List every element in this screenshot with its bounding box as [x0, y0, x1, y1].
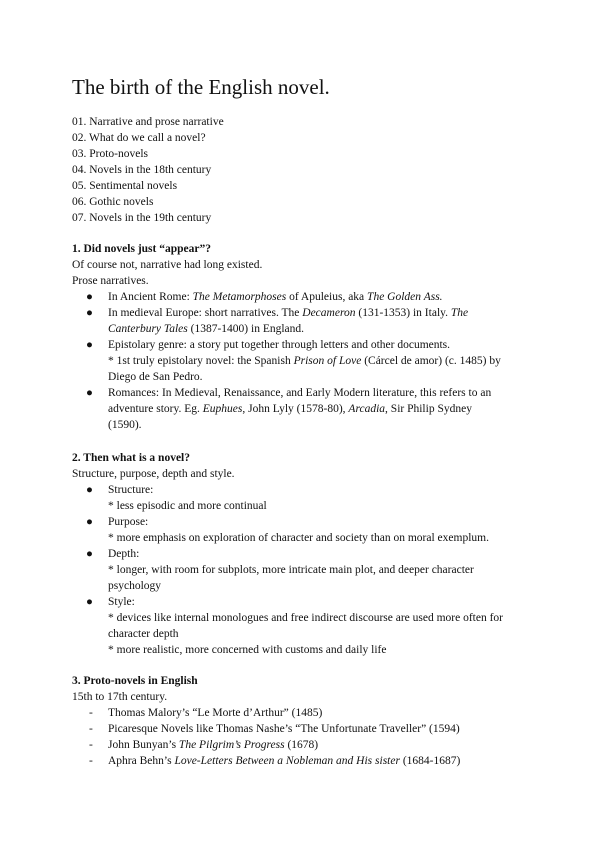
bullet-icon: ●	[86, 387, 93, 399]
bullet-icon: ●	[86, 307, 93, 319]
bullet-icon: ●	[86, 484, 93, 496]
item-note: * longer, with room for subplots, more intricate main plot, and deeper character	[108, 564, 474, 576]
table-of-contents	[72, 114, 224, 226]
text: John Bunyan’s	[108, 739, 179, 751]
text: , John Lyly (1578-80),	[242, 403, 349, 415]
bullet-icon: ●	[86, 548, 93, 560]
toc-item: 07. Novels in the 19th century	[72, 212, 212, 224]
section-1	[72, 241, 532, 433]
bullet-icon: ●	[86, 596, 93, 608]
toc-item: 01. Narrative and prose narrative	[72, 116, 224, 128]
toc-item: 06. Gothic novels	[72, 196, 154, 208]
list-item	[72, 482, 532, 514]
list-item	[72, 305, 532, 337]
text: adventure story. Eg.	[108, 403, 203, 415]
text: * 1st truly epistolary novel: the Spanish	[108, 355, 294, 367]
paragraph: Of course not, narrative had long existed.	[72, 259, 263, 271]
toc-item: 02. What do we call a novel?	[72, 132, 206, 144]
item-label: Structure:	[108, 484, 154, 496]
section-heading: 1. Did novels just “appear”?	[72, 243, 211, 255]
item-note: * more emphasis on exploration of character and society than on moral exemplum.	[108, 532, 489, 544]
italic-title: The Pilgrim’s Progress	[178, 739, 285, 751]
text: Diego de San Pedro.	[108, 371, 203, 383]
item-label: Purpose:	[108, 516, 149, 528]
item-note: * less episodic and more continual	[108, 500, 267, 512]
dash-list	[72, 705, 532, 769]
text: Aphra Behn’s	[108, 755, 175, 767]
item-note: * more realistic, more concerned with customs and daily life	[108, 644, 387, 656]
italic-title: Arcadia	[348, 403, 386, 415]
bullet-icon: ●	[86, 516, 93, 528]
text: Picaresque Novels like Thomas Nashe’s “The Unfortunate Traveller” (1594)	[108, 723, 460, 735]
list-item	[72, 737, 532, 753]
toc-item: 05. Sentimental novels	[72, 180, 178, 192]
list-item	[72, 289, 532, 305]
list-item	[72, 385, 532, 433]
text: In Ancient Rome:	[108, 291, 193, 303]
list-item	[72, 721, 532, 737]
italic-title: Canterbury Tales	[108, 323, 188, 335]
text: (1590).	[108, 419, 142, 431]
text: Epistolary genre: a story put together through letters and other documents.	[108, 339, 451, 351]
text: In medieval Europe: short narratives. The	[108, 307, 303, 319]
list-item	[72, 753, 532, 769]
page-title: The birth of the English novel.	[72, 75, 330, 99]
dash-icon: -	[89, 707, 93, 719]
italic-title: Decameron	[302, 307, 356, 319]
bullet-list	[72, 289, 532, 433]
italic-title: The Golden Ass.	[367, 291, 443, 303]
paragraph: 15th to 17th century.	[72, 691, 168, 703]
bullet-icon: ●	[86, 291, 93, 303]
item-label: Depth:	[108, 548, 140, 560]
dash-icon: -	[89, 755, 93, 767]
item-note: character depth	[108, 628, 179, 640]
list-item	[72, 514, 532, 546]
italic-title: The Metamorphoses	[192, 291, 287, 303]
list-item	[72, 337, 532, 385]
dash-icon: -	[89, 723, 93, 735]
toc-item: 03. Proto-novels	[72, 148, 149, 160]
text: of Apuleius, aka	[286, 291, 368, 303]
bullet-list	[72, 482, 532, 658]
item-note: * devices like internal monologues and free indirect discourse are used more often for	[108, 612, 504, 624]
italic-title: Prison of Love	[293, 355, 362, 367]
list-item	[72, 705, 532, 721]
text: Thomas Malory’s “Le Morte d’Arthur” (1485)	[108, 707, 323, 719]
list-item	[72, 594, 532, 658]
paragraph: Structure, purpose, depth and style.	[72, 468, 235, 480]
bullet-icon: ●	[86, 339, 93, 351]
toc-item: 04. Novels in the 18th century	[72, 164, 212, 176]
dash-icon: -	[89, 739, 93, 751]
text: , Sir Philip Sydney	[385, 403, 472, 415]
text: (1678)	[284, 739, 319, 751]
text: (1387-1400) in England.	[187, 323, 305, 335]
text: Romances: In Medieval, Renaissance, and Early Modern literature, this refers to an	[108, 387, 492, 399]
text: (Cárcel de amor) (c. 1485) by	[361, 355, 501, 367]
paragraph: Prose narratives.	[72, 275, 149, 287]
item-note: psychology	[108, 580, 162, 592]
italic-title: Love-Letters Between a Nobleman and His sister	[174, 755, 400, 767]
section-3	[72, 673, 532, 769]
italic-title: Euphues	[202, 403, 243, 415]
section-2	[72, 450, 532, 658]
section-heading: 2. Then what is a novel?	[72, 452, 191, 464]
italic-title: The	[450, 307, 469, 319]
text: (1684-1687)	[399, 755, 461, 767]
text: (131-1353) in Italy.	[355, 307, 451, 319]
item-label: Style:	[108, 596, 135, 608]
list-item	[72, 546, 532, 594]
section-heading: 3. Proto-novels in English	[72, 675, 198, 687]
